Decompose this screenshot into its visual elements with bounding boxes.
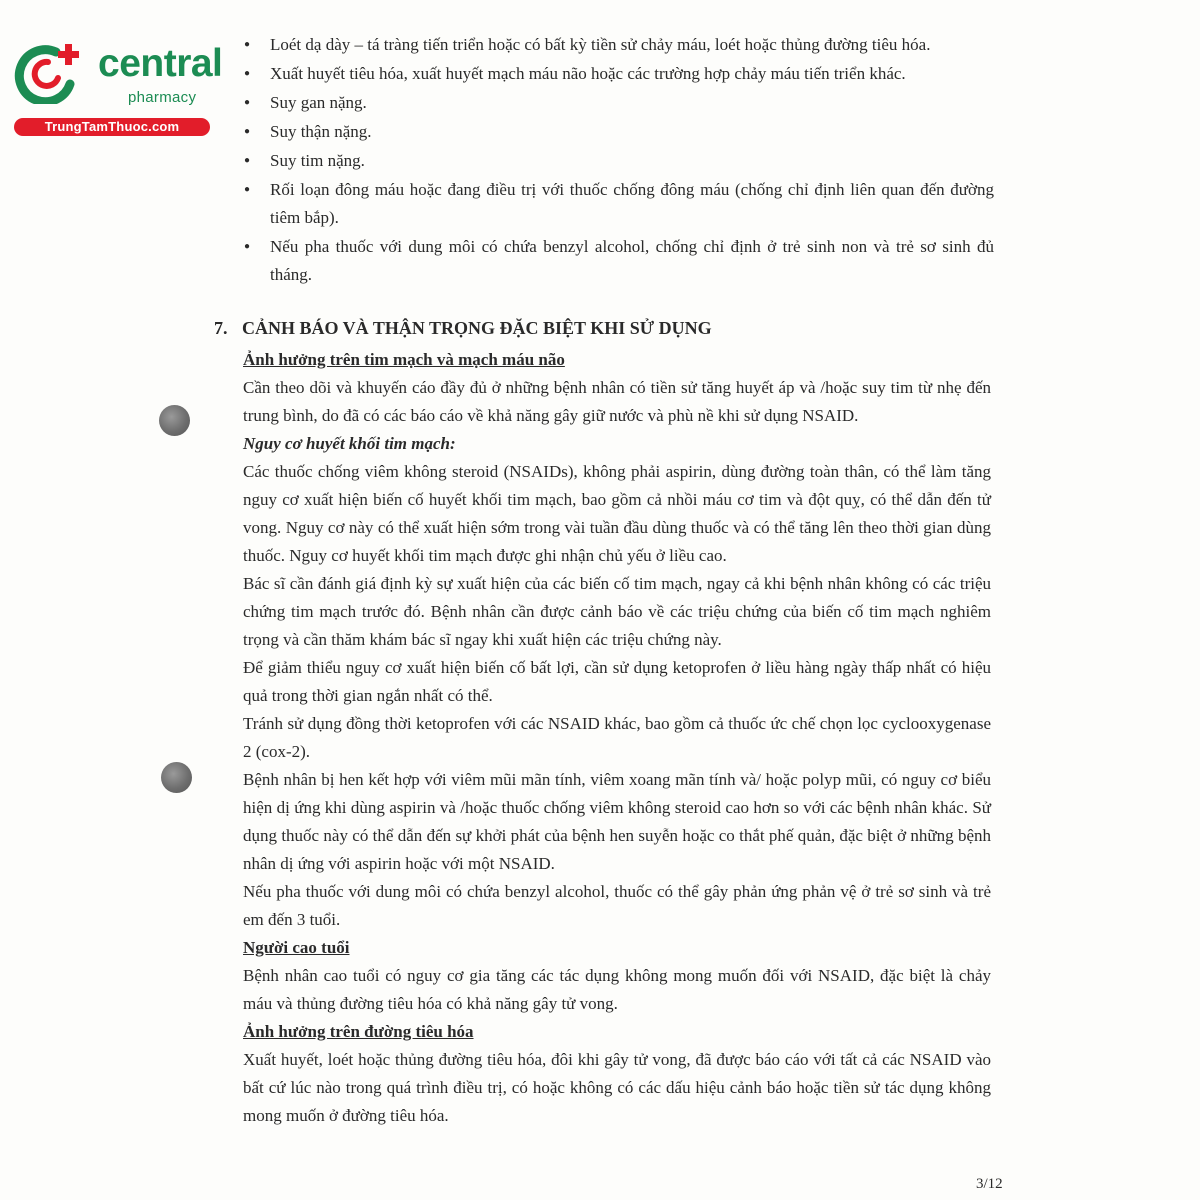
logo-brand-name: central: [98, 42, 223, 85]
paragraph: Bác sĩ cần đánh giá định kỳ sự xuất hiện của các biến cố tim mạch, ngay cả khi bệnh nhân không có các triệu chứng tim mạch trước đó. Bệnh nhân cần được cảnh báo về các triệu chứng của biến cố tim mạch nghiêm trọng và cần thăm khám bác sĩ ngay khi xuất hiện các triệu chứng này.: [243, 574, 991, 649]
logo-subtitle: pharmacy: [128, 89, 197, 106]
list-item: ● Xuất huyết tiêu hóa, xuất huyết mạch máu não hoặc các trường hợp chảy máu tiến triển khác.: [244, 60, 994, 88]
paragraph: Xuất huyết, loét hoặc thủng đường tiêu hóa, đôi khi gây tử vong, đã được báo cáo với tất cả các NSAID vào bất cứ lúc nào trong quá trình điều trị, có hoặc không có các dấu hiệu cảnh báo hoặc tiền sử tác dụng không mong muốn ở đường tiêu hóa.: [243, 1050, 991, 1125]
pharmacy-logo-icon: [12, 38, 86, 104]
section-body: [243, 346, 991, 1130]
list-item: ● Rối loạn đông máu hoặc đang điều trị với thuốc chống đông máu (chống chỉ định liên quan đến đường tiêm bắp).: [244, 176, 994, 232]
section-heading: [214, 318, 712, 339]
paragraph: Bệnh nhân bị hen kết hợp với viêm mũi mãn tính, viêm xoang mãn tính và/ hoặc polyp mũi, có nguy cơ biểu hiện dị ứng khi dùng aspirin và /hoặc thuốc chống viêm không steroid cao hơn so với các bệnh nhân khác. Sử dụng thuốc này có thể dẫn đến sự khởi phát của bệnh hen suyễn hoặc co thắt phế quản, đặc biệt ở những bệnh nhân dị ứng với aspirin hoặc với một NSAID.: [243, 770, 991, 873]
paragraph: Các thuốc chống viêm không steroid (NSAIDs), không phải aspirin, dùng đường toàn thân, có thể làm tăng nguy cơ xuất hiện biến cố huyết khối tim mạch, bao gồm cả nhồi máu cơ tim và đột quỵ, có thể dẫn đến tử vong. Nguy cơ này có thể xuất hiện sớm trong vài tuần đầu dùng thuốc và có thể tăng lên theo thời gian dùng thuốc. Nguy cơ huyết khối tim mạch được ghi nhận chủ yếu ở liều cao.: [243, 462, 991, 565]
central-pharmacy-logo[interactable]: [12, 34, 223, 136]
list-item: ● Loét dạ dày – tá tràng tiến triển hoặc có bất kỳ tiền sử chảy máu, loét hoặc thủng đường tiêu hóa.: [244, 31, 994, 59]
paragraph: Tránh sử dụng đồng thời ketoprofen với các NSAID khác, bao gồm cả thuốc ức chế chọn lọc cyclooxygenase 2 (cox-2).: [243, 714, 991, 761]
subheading-cardiovascular: Ảnh hưởng trên tim mạch và mạch máu não: [243, 350, 565, 369]
list-item: ● Suy gan nặng.: [244, 89, 994, 117]
section-number: 7.: [214, 318, 228, 338]
paragraph: Bệnh nhân cao tuổi có nguy cơ gia tăng các tác dụng không mong muốn đối với NSAID, đặc biệt là chảy máu và thủng đường tiêu hóa có khả năng gây tử vong.: [243, 966, 991, 1013]
logo-website-badge[interactable]: TrungTamThuoc.com: [14, 118, 210, 136]
section-title: CẢNH BÁO VÀ THẬN TRỌNG ĐẶC BIỆT KHI SỬ DỤNG: [242, 318, 712, 338]
subheading-gastrointestinal: Ảnh hưởng trên đường tiêu hóa: [243, 1022, 474, 1041]
list-item: ● Nếu pha thuốc với dung môi có chứa benzyl alcohol, chống chỉ định ở trẻ sinh non và trẻ sơ sinh đủ tháng.: [244, 233, 994, 289]
punch-hole-bottom: [161, 762, 192, 793]
list-item: ● Suy thận nặng.: [244, 118, 994, 146]
page-number: 3/12: [976, 1176, 1003, 1192]
punch-hole-top: [159, 405, 190, 436]
paragraph: Cần theo dõi và khuyến cáo đầy đủ ở những bệnh nhân có tiền sử tăng huyết áp và /hoặc suy tim từ nhẹ đến trung bình, do đã có các báo cáo về khả năng gây giữ nước và phù nề khi sử dụng NSAID.: [243, 378, 991, 425]
list-item: ● Suy tim nặng.: [244, 147, 994, 175]
paragraph: Nếu pha thuốc với dung môi có chứa benzyl alcohol, thuốc có thể gây phản ứng phản vệ ở trẻ sơ sinh và trẻ em đến 3 tuổi.: [243, 882, 991, 929]
paragraph: Để giảm thiểu nguy cơ xuất hiện biến cố bất lợi, cần sử dụng ketoprofen ở liều hàng ngày thấp nhất có hiệu quả trong thời gian ngắn nhất có thể.: [243, 658, 991, 705]
subheading-elderly: Người cao tuổi: [243, 938, 350, 957]
subheading-thrombosis-risk: Nguy cơ huyết khối tim mạch:: [243, 434, 456, 453]
contraindication-list: [244, 31, 994, 290]
